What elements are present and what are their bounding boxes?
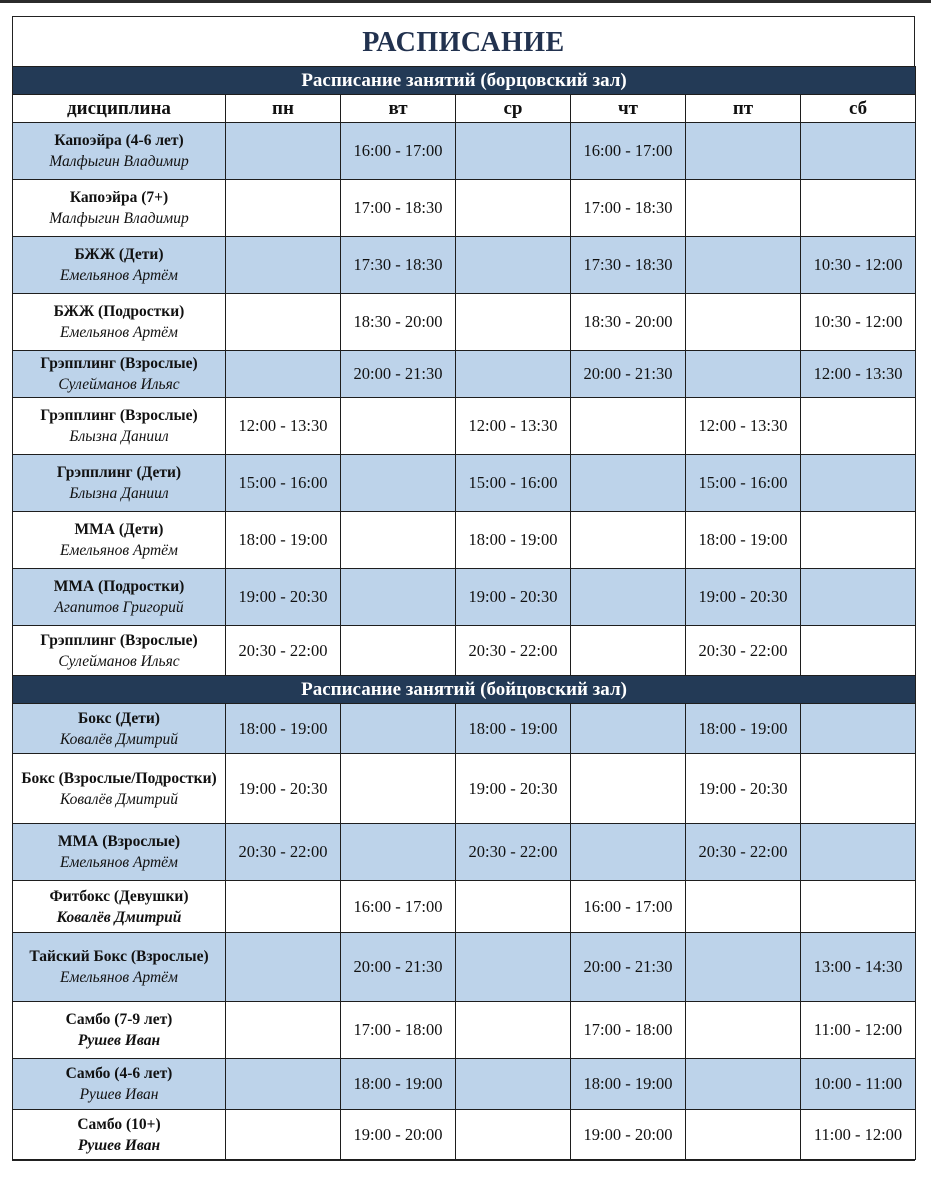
schedule-row [13, 704, 916, 754]
schedule-table [12, 66, 916, 1160]
time-slot-wed: 20:30 - 22:00 [456, 824, 571, 881]
time-slot-mon [226, 1110, 341, 1160]
section-title: Расписание занятий (бойцовский зал) [13, 676, 916, 704]
time-slot-thu [571, 754, 686, 824]
discipline-cell [13, 824, 226, 881]
header-day-sat: сб [801, 95, 916, 123]
schedule-row [13, 180, 916, 237]
discipline-cell [13, 754, 226, 824]
coach-name: Малфыгин Владимир [49, 210, 189, 227]
time-slot-wed [456, 123, 571, 180]
discipline-cell [13, 237, 226, 294]
coach-name: Емельянов Артём [60, 267, 178, 284]
time-slot-sat [801, 123, 916, 180]
coach-name: Сулейманов Ильяс [58, 652, 180, 670]
schedule-row [13, 881, 916, 933]
coach-name: Рушев Иван [77, 1136, 161, 1154]
time-slot-fri: 15:00 - 16:00 [686, 455, 801, 512]
coach-name: Малфыгин Владимир [49, 153, 189, 170]
time-slot-fri [686, 1002, 801, 1059]
schedule-row [13, 626, 916, 676]
time-slot-tue: 16:00 - 17:00 [341, 881, 456, 933]
time-slot-mon: 12:00 - 13:30 [226, 398, 341, 455]
time-slot-sat: 12:00 - 13:30 [801, 351, 916, 398]
top-border-line [0, 0, 931, 3]
coach-name: Емельянов Артём [60, 324, 178, 341]
header-day-mon: пн [226, 95, 341, 123]
time-slot-sat: 11:00 - 12:00 [801, 1110, 916, 1160]
time-slot-wed: 18:00 - 19:00 [456, 512, 571, 569]
time-slot-thu: 20:00 - 21:30 [571, 351, 686, 398]
time-slot-wed [456, 1002, 571, 1059]
discipline-name: ММА (Подростки) [53, 578, 185, 595]
time-slot-thu: 17:30 - 18:30 [571, 237, 686, 294]
time-slot-wed [456, 294, 571, 351]
header-day-wed: ср [456, 95, 571, 123]
time-slot-thu [571, 704, 686, 754]
coach-name: Ковалёв Дмитрий [59, 730, 178, 748]
discipline-cell [13, 512, 226, 569]
schedule-row [13, 455, 916, 512]
time-slot-wed [456, 1110, 571, 1160]
header-day-fri: пт [686, 95, 801, 123]
time-slot-mon: 20:30 - 22:00 [226, 824, 341, 881]
schedule-row [13, 1110, 916, 1160]
time-slot-tue: 17:30 - 18:30 [341, 237, 456, 294]
time-slot-fri [686, 294, 801, 351]
time-slot-mon: 19:00 - 20:30 [226, 569, 341, 626]
time-slot-fri: 20:30 - 22:00 [686, 626, 801, 676]
time-slot-wed [456, 881, 571, 933]
time-slot-wed: 20:30 - 22:00 [456, 626, 571, 676]
discipline-name: Тайский Бокс (Взрослые) [29, 948, 209, 965]
time-slot-tue: 18:00 - 19:00 [341, 1059, 456, 1110]
time-slot-wed: 18:00 - 19:00 [456, 704, 571, 754]
time-slot-sat: 13:00 - 14:30 [801, 933, 916, 1002]
time-slot-mon [226, 180, 341, 237]
time-slot-fri [686, 1110, 801, 1160]
time-slot-wed [456, 1059, 571, 1110]
discipline-name: Фитбокс (Девушки) [49, 887, 189, 905]
time-slot-sat [801, 824, 916, 881]
time-slot-tue [341, 626, 456, 676]
section-header-row [13, 676, 916, 704]
time-slot-sat [801, 512, 916, 569]
time-slot-tue [341, 569, 456, 626]
discipline-cell [13, 398, 226, 455]
time-slot-fri [686, 881, 801, 933]
time-slot-thu [571, 455, 686, 512]
coach-name: Рушев Иван [77, 1032, 161, 1049]
time-slot-mon: 18:00 - 19:00 [226, 512, 341, 569]
discipline-cell [13, 569, 226, 626]
discipline-cell [13, 351, 226, 398]
time-slot-fri: 18:00 - 19:00 [686, 512, 801, 569]
time-slot-tue [341, 704, 456, 754]
discipline-name: ММА (Взрослые) [57, 833, 181, 850]
discipline-name: Грэпплинг (Взрослые) [40, 631, 198, 649]
time-slot-wed [456, 351, 571, 398]
discipline-name: БЖЖ (Подростки) [53, 303, 185, 320]
time-slot-fri [686, 933, 801, 1002]
schedule-row [13, 237, 916, 294]
time-slot-tue: 20:00 - 21:30 [341, 351, 456, 398]
coach-name: Ковалёв Дмитрий [59, 790, 178, 808]
time-slot-thu: 16:00 - 17:00 [571, 123, 686, 180]
time-slot-mon: 19:00 - 20:30 [226, 754, 341, 824]
time-slot-tue: 18:30 - 20:00 [341, 294, 456, 351]
time-slot-thu [571, 824, 686, 881]
time-slot-tue: 17:00 - 18:00 [341, 1002, 456, 1059]
discipline-name: Бокс (Взрослые/Подростки) [21, 769, 217, 787]
time-slot-thu: 18:30 - 20:00 [571, 294, 686, 351]
header-day-tue: вт [341, 95, 456, 123]
time-slot-tue [341, 455, 456, 512]
time-slot-mon [226, 351, 341, 398]
section-header-row [13, 67, 916, 95]
header-discipline: дисциплина [13, 95, 226, 123]
coach-name: Емельянов Артём [60, 542, 178, 559]
time-slot-thu: 17:00 - 18:30 [571, 180, 686, 237]
schedule-row [13, 824, 916, 881]
discipline-name: Грэпплинг (Взрослые) [40, 355, 198, 372]
time-slot-sat: 10:30 - 12:00 [801, 294, 916, 351]
time-slot-tue [341, 398, 456, 455]
column-header-row [13, 95, 916, 123]
time-slot-fri: 20:30 - 22:00 [686, 824, 801, 881]
discipline-name: Самбо (10+) [77, 1115, 161, 1133]
time-slot-mon [226, 881, 341, 933]
time-slot-sat [801, 180, 916, 237]
time-slot-mon [226, 933, 341, 1002]
time-slot-wed: 19:00 - 20:30 [456, 569, 571, 626]
coach-name: Блызна Даниил [69, 485, 169, 502]
coach-name: Сулейманов Ильяс [58, 376, 180, 393]
coach-name: Рушев Иван [79, 1086, 159, 1103]
time-slot-sat [801, 626, 916, 676]
time-slot-fri [686, 180, 801, 237]
time-slot-sat [801, 754, 916, 824]
section-title: Расписание занятий (борцовский зал) [13, 67, 916, 95]
discipline-cell [13, 455, 226, 512]
time-slot-sat: 10:00 - 11:00 [801, 1059, 916, 1110]
time-slot-tue: 16:00 - 17:00 [341, 123, 456, 180]
discipline-cell [13, 704, 226, 754]
time-slot-mon [226, 237, 341, 294]
schedule-row [13, 294, 916, 351]
discipline-name: Капоэйра (7+) [69, 189, 169, 206]
schedule-row [13, 933, 916, 1002]
time-slot-tue: 19:00 - 20:00 [341, 1110, 456, 1160]
discipline-name: ММА (Дети) [74, 521, 164, 538]
discipline-name: Самбо (4-6 лет) [65, 1065, 173, 1082]
time-slot-thu: 19:00 - 20:00 [571, 1110, 686, 1160]
time-slot-thu: 18:00 - 19:00 [571, 1059, 686, 1110]
time-slot-wed [456, 933, 571, 1002]
discipline-cell [13, 180, 226, 237]
discipline-cell [13, 1059, 226, 1110]
time-slot-fri: 19:00 - 20:30 [686, 754, 801, 824]
time-slot-thu [571, 626, 686, 676]
schedule-row [13, 123, 916, 180]
time-slot-thu: 20:00 - 21:30 [571, 933, 686, 1002]
schedule-row [13, 1059, 916, 1110]
discipline-name: Грэпплинг (Взрослые) [40, 407, 198, 424]
time-slot-fri [686, 237, 801, 294]
time-slot-thu [571, 512, 686, 569]
time-slot-fri: 19:00 - 20:30 [686, 569, 801, 626]
time-slot-fri: 12:00 - 13:30 [686, 398, 801, 455]
time-slot-mon: 15:00 - 16:00 [226, 455, 341, 512]
discipline-cell [13, 294, 226, 351]
time-slot-tue [341, 754, 456, 824]
coach-name: Емельянов Артём [60, 969, 178, 986]
time-slot-wed [456, 180, 571, 237]
discipline-name: Капоэйра (4-6 лет) [54, 132, 184, 149]
discipline-name: Самбо (7-9 лет) [65, 1011, 173, 1028]
time-slot-thu: 16:00 - 17:00 [571, 881, 686, 933]
time-slot-thu: 17:00 - 18:00 [571, 1002, 686, 1059]
schedule-row [13, 569, 916, 626]
header-day-thu: чт [571, 95, 686, 123]
time-slot-tue: 20:00 - 21:30 [341, 933, 456, 1002]
schedule-row [13, 1002, 916, 1059]
time-slot-sat [801, 704, 916, 754]
time-slot-fri: 18:00 - 19:00 [686, 704, 801, 754]
discipline-cell [13, 626, 226, 676]
time-slot-wed: 19:00 - 20:30 [456, 754, 571, 824]
discipline-name: БЖЖ (Дети) [74, 246, 164, 263]
time-slot-wed [456, 237, 571, 294]
time-slot-mon [226, 123, 341, 180]
time-slot-fri [686, 351, 801, 398]
schedule-row [13, 398, 916, 455]
schedule-row [13, 351, 916, 398]
time-slot-fri [686, 123, 801, 180]
time-slot-sat [801, 398, 916, 455]
coach-name: Ковалёв Дмитрий [56, 908, 182, 926]
time-slot-fri [686, 1059, 801, 1110]
time-slot-sat: 11:00 - 12:00 [801, 1002, 916, 1059]
discipline-cell [13, 881, 226, 933]
discipline-cell [13, 1110, 226, 1160]
discipline-cell [13, 933, 226, 1002]
time-slot-mon: 20:30 - 22:00 [226, 626, 341, 676]
schedule-row [13, 512, 916, 569]
coach-name: Блызна Даниил [69, 428, 169, 445]
time-slot-mon [226, 1059, 341, 1110]
time-slot-sat: 10:30 - 12:00 [801, 237, 916, 294]
time-slot-mon [226, 294, 341, 351]
coach-name: Агапитов Григорий [54, 599, 184, 616]
time-slot-thu [571, 398, 686, 455]
time-slot-wed: 15:00 - 16:00 [456, 455, 571, 512]
time-slot-sat [801, 881, 916, 933]
time-slot-tue: 17:00 - 18:30 [341, 180, 456, 237]
time-slot-sat [801, 455, 916, 512]
discipline-cell [13, 123, 226, 180]
time-slot-wed: 12:00 - 13:30 [456, 398, 571, 455]
time-slot-mon: 18:00 - 19:00 [226, 704, 341, 754]
time-slot-mon [226, 1002, 341, 1059]
time-slot-sat [801, 569, 916, 626]
page-title: РАСПИСАНИЕ [362, 27, 565, 58]
schedule-row [13, 754, 916, 824]
discipline-name: Грэпплинг (Дети) [56, 464, 182, 481]
time-slot-tue [341, 512, 456, 569]
coach-name: Емельянов Артём [60, 854, 178, 871]
discipline-name: Бокс (Дети) [78, 709, 160, 727]
time-slot-thu [571, 569, 686, 626]
discipline-cell [13, 1002, 226, 1059]
time-slot-tue [341, 824, 456, 881]
